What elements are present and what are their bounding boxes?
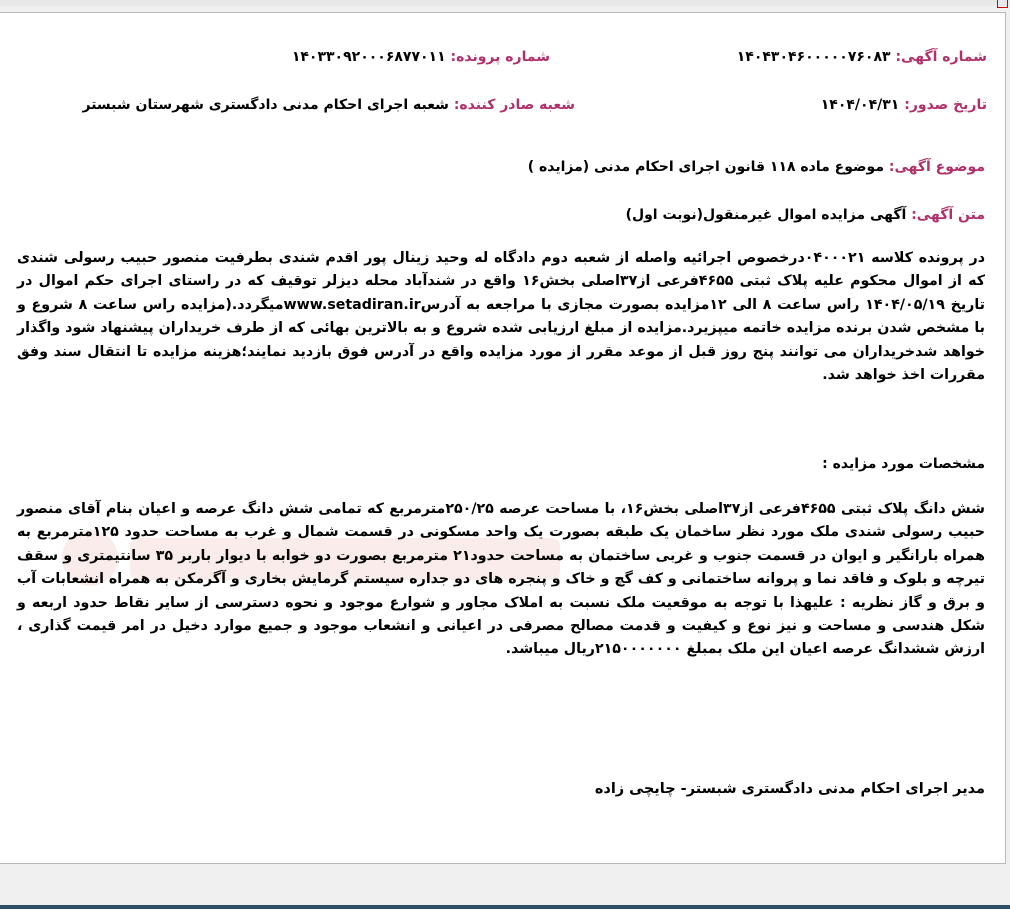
issue-date-row — [821, 97, 987, 113]
ad-number-value: ۱۴۰۴۳۰۴۶۰۰۰۰۰۷۶۰۸۳ — [736, 49, 891, 65]
case-number-row — [292, 49, 550, 65]
text-title-value: آگهی مزایده اموال غیرمنقول(نوبت اول) — [625, 207, 907, 223]
ad-number-row — [737, 49, 987, 65]
case-number-label: شماره پرونده: — [450, 49, 550, 65]
subject-label: موضوع آگهی: — [888, 159, 985, 175]
specs-heading: مشخصات مورد مزایده : — [822, 456, 985, 472]
text-title-label: متن آگهی: — [911, 207, 985, 223]
issue-date-label: تاریخ صدور: — [904, 97, 987, 113]
top-bar — [0, 0, 1010, 6]
issuer-value: شعبه اجرای احکام مدنی دادگستری شهرستان شبستر — [82, 97, 449, 113]
ad-number-label: شماره آگهی: — [895, 49, 987, 65]
issuer-label: شعبه صادر کننده: — [453, 97, 575, 113]
corner-mark-icon — [997, 0, 1008, 8]
issue-date-value: ۱۴۰۴/۰۴/۳۱ — [820, 97, 900, 113]
signature-line: مدیر اجرای احکام مدنی دادگستری شبستر- چایچی زاده — [594, 781, 985, 797]
notice-panel — [0, 12, 1006, 864]
issuer-row — [82, 97, 575, 113]
case-number-value: ۱۴۰۳۳۰۹۲۰۰۰۶۸۷۷۰۱۱ — [291, 49, 446, 65]
bottom-bar — [0, 905, 1010, 909]
subject-value: موضوع ماده ۱۱۸ قانون اجرای احکام مدنی (مزایده ) — [527, 159, 884, 175]
notice-paragraph-1: در پرونده کلاسه ۰۴۰۰۰۲۱درخصوص اجرائیه واصله از شعبه دوم دادگاه له وحید زینال پور اقدم شندی بطرفیت منصور حبیب رسولی شندی که از اموال محکوم علیه پلاک ثبتی ۴۶۵۵فرعی از۳۷اصلی بخش۱۶ واقع در شندآباد محله دیزلر توقیف که در راستای اجرای حکم اموال در تاریخ ۱۴۰۴/۰۵/۱۹ راس ساعت ۸ الی ۱۲مزایده بصورت مجازی با مراجعه به آدرسwww.setadiran.irمیگردد.(مزایده راس ساعت ۸ شروع و با مشخص شدن برنده مزایده خاتمه میپزیرد.مزایده از مبلغ ارزیابی شده شروع و به بالاترین بهائی که از طرف خریداران پیشنهاد شود واگذار خواهد شدخریداران می توانند پنج روز قبل از موعد مقرر از مورد مزایده واقع در آدرس فوق بازدید نمایند؛هزینه مزایده تا انتقال سند وفق مقررات اخذ خواهد شد. — [17, 250, 986, 384]
text-title-row — [626, 207, 985, 223]
notice-paragraph-2: شش دانگ پلاک ثبتی ۴۶۵۵فرعی از۳۷اصلی بخش۱۶، با مساحت عرصه ۲۵۰/۲۵مترمربع که تمامی شش دانگ عرصه و اعیان بنام آقای منصور حبیب رسولی شندی ملک مورد نظر ساخمان یک طبقه بصورت یک واحد مسکونی در قسمت شمال و غرب به مساحت حدود ۱۲۵مترمربع به همراه بارانگیر و ایوان در قسمت جنوب و غربی ساختمان به مساحت حدود۲۱ مترمربع بصورت دو خوابه با دیوار باربر ۳۵ سانتیمتری و سقف تیرچه و بلوک و فاقد نما و پروانه ساختمانی و کف گچ و خاک و پنجره های دو جداره سیستم گرمایش بخاری و آگرمکن به همراه انشعابات آب و برق و گاز نظریه : علیهذا با توجه به موقعیت ملک نسبت به املاک مجاور و شوارع موجود و نحوه دسترسی از سایر نقاط حدود اربعه و شکل هندسی و مساحت و نیز نوع و کیفیت و قدمت مصالح مصرفی در اعیانی و انشعاب موجود و جمیع موارد دخیل در امر قیمت گذاری ، ارزش ششدانگ عرصه اعیان این ملک بمبلغ ۲۱۵۰۰۰۰۰۰۰ریال میباشد. — [17, 501, 985, 658]
subject-row — [528, 159, 985, 175]
